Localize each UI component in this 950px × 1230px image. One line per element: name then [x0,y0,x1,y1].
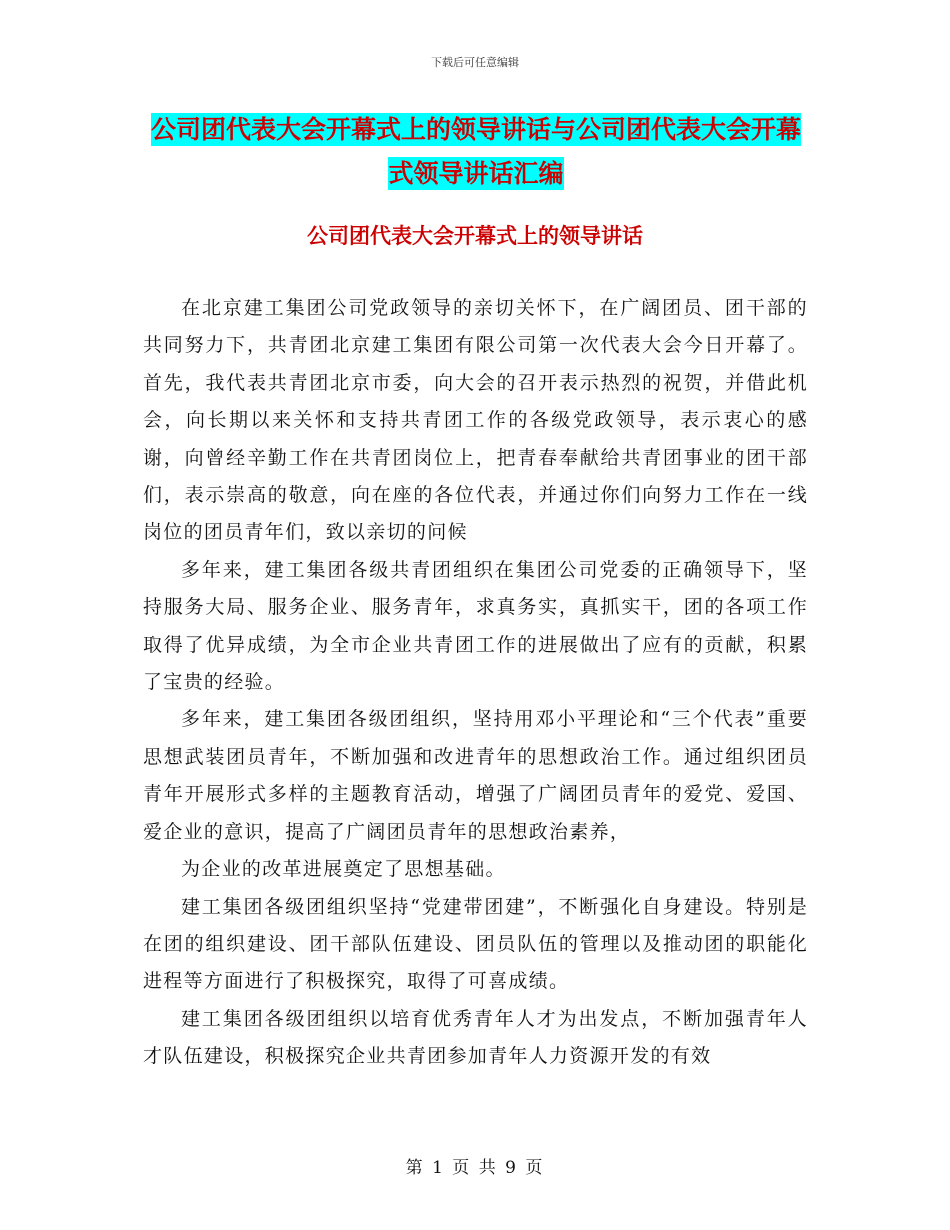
paragraph: 建工集团各级团组织以培育优秀青年人才为出发点，不断加强青年人才队伍建设，积极探究企业共青团参加青年人力资源开发的有效 [143,1007,808,1068]
page-footer: 第 1 页 共 9 页 [405,1158,545,1178]
section-title: 公司团代表大会开幕式上的领导讲话 [307,224,643,248]
paragraph: 在北京建工集团公司党政领导的亲切关怀下，在广阔团员、团干部的共同努力下，共青团北京建工集团有限公司第一次代表大会今日开幕了。首先，我代表共青团北京市委，向大会的召开表示热烈的祝贺，并借此机会，向长期以来关怀和支持共青团工作的各级党政领导，表示衷心的感谢，向曾经辛勤工作在共青团岗位上，把青春奉献给共青团事业的团干部们，表示崇高的敬意，向在座的各位代表，并通过你们向努力工作在一线岗位的团员青年们，致以亲切的问候 [143,297,808,544]
paragraph: 建工集团各级团组织坚持“党建带团建”，不断强化自身建设。特别是在团的组织建设、团干部队伍建设、团员队伍的管理以及推动团的职能化进程等方面进行了积极探究，取得了可喜成绩。 [143,895,808,993]
header-note: 下载后可任意编辑 [431,56,519,69]
paragraph: 多年来，建工集团各级共青团组织在集团公司党委的正确领导下，坚持服务大局、服务企业、服务青年，求真务实，真抓实干，团的各项工作取得了优异成绩，为全市企业共青团工作的进展做出了应有的贡献，积累了宝贵的经验。 [143,558,808,694]
document-title-text: 公司团代表大会开幕式上的领导讲话与公司团代表大会开幕式领导讲话汇编 [150,115,801,188]
body-text [143,290,808,1076]
paragraph: 多年来，建工集团各级团组织，坚持用邓小平理论和“三个代表”重要思想武装团员青年，不断加强和改进青年的思想政治工作。通过组织团员青年开展形式多样的主题教育活动，增强了广阔团员青年的爱党、爱国、爱企业的意识，提高了广阔团员青年的思想政治素养， [143,708,808,843]
document-title [142,108,810,196]
paragraph: 为企业的改革进展奠定了思想基础。 [181,858,506,881]
